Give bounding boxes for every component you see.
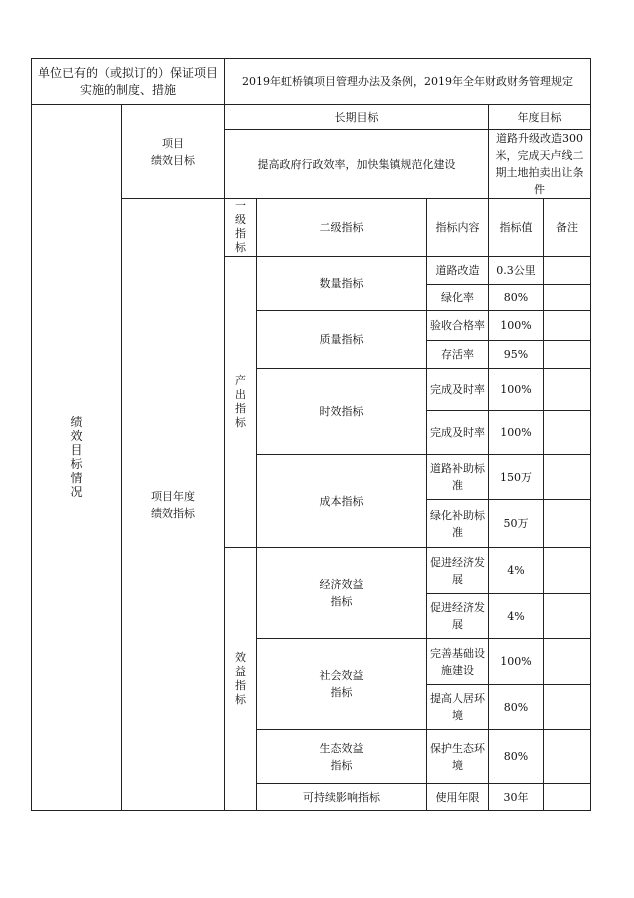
indicator-value: 4% xyxy=(489,594,544,639)
indicator-value: 100% xyxy=(489,639,544,685)
indicator-content: 促进经济发展 xyxy=(427,548,489,594)
indicator-value: 80% xyxy=(489,730,544,784)
indicator-content: 完成及时率 xyxy=(427,369,489,411)
long-term-goal-text: 提高政府行政效率，加快集镇规范化建设 xyxy=(225,130,489,199)
indicator-note xyxy=(544,784,591,811)
long-term-goal-header: 长期目标 xyxy=(225,105,489,130)
performance-goal-table xyxy=(31,58,591,811)
indicator-value: 100% xyxy=(489,411,544,455)
measures-value: 2019年虹桥镇项目管理办法及条例，2019年全年财政财务管理规定 xyxy=(225,59,591,105)
level2-indicator: 社会效益 指标 xyxy=(257,639,427,730)
indicator-note xyxy=(544,594,591,639)
level2-indicator: 生态效益 指标 xyxy=(257,730,427,784)
col-level2: 二级指标 xyxy=(257,199,427,257)
indicator-content: 使用年限 xyxy=(427,784,489,811)
level2-indicator: 质量指标 xyxy=(257,311,427,369)
indicator-note xyxy=(544,341,591,369)
indicator-note xyxy=(544,639,591,685)
indicator-value: 95% xyxy=(489,341,544,369)
indicator-note xyxy=(544,455,591,500)
level2-indicator: 经济效益 指标 xyxy=(257,548,427,639)
indicator-value: 100% xyxy=(489,311,544,341)
indicator-note xyxy=(544,411,591,455)
indicator-content: 道路改造 xyxy=(427,257,489,285)
indicator-content: 完成及时率 xyxy=(427,411,489,455)
indicator-value: 30年 xyxy=(489,784,544,811)
level2-indicator: 时效指标 xyxy=(257,369,427,455)
indicator-content: 道路补助标准 xyxy=(427,455,489,500)
indicator-content: 绿化率 xyxy=(427,285,489,311)
col-level1: 一级指标 xyxy=(225,199,257,257)
level1-indicator: 效益指标 xyxy=(225,548,257,811)
section-label: 绩效目标情况 xyxy=(32,105,122,811)
indicator-note xyxy=(544,548,591,594)
indicator-value: 80% xyxy=(489,285,544,311)
indicator-value: 0.3公里 xyxy=(489,257,544,285)
indicator-content: 促进经济发展 xyxy=(427,594,489,639)
indicator-value: 80% xyxy=(489,685,544,730)
col-note: 备注 xyxy=(544,199,591,257)
indicator-note xyxy=(544,685,591,730)
level1-indicator: 产出指标 xyxy=(225,257,257,548)
indicator-value: 100% xyxy=(489,369,544,411)
indicator-value: 150万 xyxy=(489,455,544,500)
col-content: 指标内容 xyxy=(427,199,489,257)
indicator-note xyxy=(544,311,591,341)
indicator-value: 4% xyxy=(489,548,544,594)
indicator-note xyxy=(544,285,591,311)
level2-indicator: 可持续影响指标 xyxy=(257,784,427,811)
indicator-content: 提高人居环境 xyxy=(427,685,489,730)
indicator-content: 存活率 xyxy=(427,341,489,369)
annual-goal-text: 道路升级改造300米，完成天卢线二期土地拍卖出让条件 xyxy=(489,130,591,199)
indicator-note xyxy=(544,369,591,411)
indicator-content: 完善基础设施建设 xyxy=(427,639,489,685)
indicator-note xyxy=(544,500,591,548)
level2-indicator: 成本指标 xyxy=(257,455,427,548)
indicator-content: 验收合格率 xyxy=(427,311,489,341)
annual-indicators-label: 项目年度 绩效指标 xyxy=(122,199,225,811)
col-value: 指标值 xyxy=(489,199,544,257)
indicator-content: 绿化补助标准 xyxy=(427,500,489,548)
indicator-note xyxy=(544,730,591,784)
indicator-content: 保护生态环境 xyxy=(427,730,489,784)
indicator-value: 50万 xyxy=(489,500,544,548)
level2-indicator: 数量指标 xyxy=(257,257,427,311)
indicator-note xyxy=(544,257,591,285)
annual-goal-header: 年度目标 xyxy=(489,105,591,130)
project-goal-label: 项目 绩效目标 xyxy=(122,105,225,199)
measures-label: 单位已有的（或拟订的）保证项目实施的制度、措施 xyxy=(32,59,225,105)
